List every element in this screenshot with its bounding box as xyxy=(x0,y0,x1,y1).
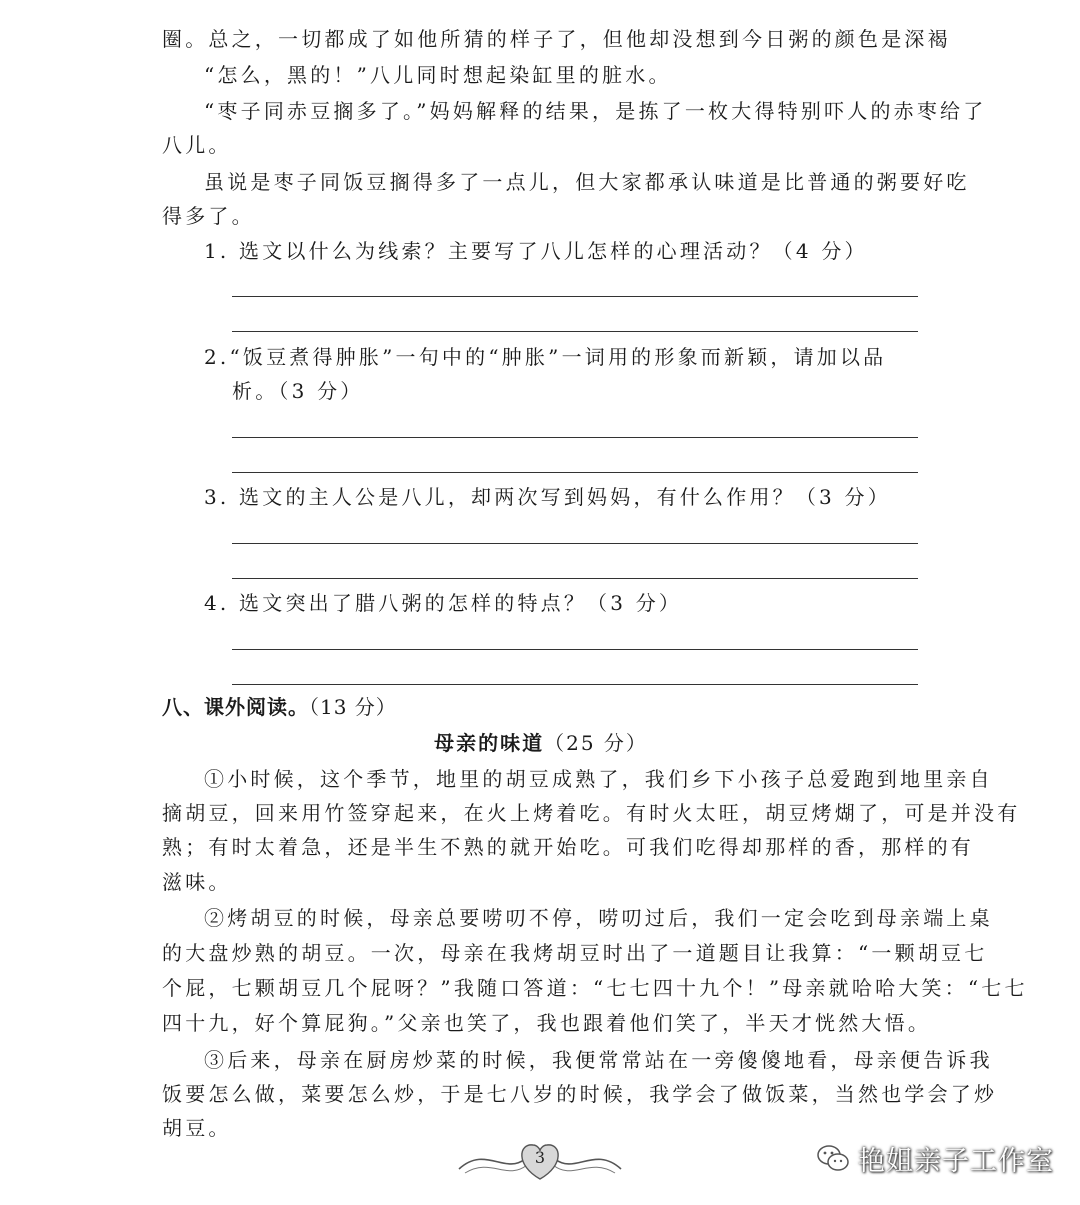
answer-line[interactable] xyxy=(232,331,918,332)
page-number: 3 xyxy=(534,1148,546,1167)
answer-line[interactable] xyxy=(232,296,918,297)
question-1: 1. 选文以什么为线索？主要写了八儿怎样的心理活动？（4 分） xyxy=(204,239,868,263)
answer-line[interactable] xyxy=(232,649,918,650)
watermark-text: 艳姐亲子工作室 xyxy=(858,1145,1054,1177)
article-line: 四十九，好个算屁狗。”父亲也笑了，我也跟着他们笑了，半天才恍然大悟。 xyxy=(162,1011,932,1035)
wechat-icon xyxy=(816,1143,850,1173)
article-line: ②烤胡豆的时候，母亲总要唠叨不停，唠叨过后，我们一定会吃到母亲端上桌 xyxy=(204,906,993,930)
article-title-text: 母亲的味道 xyxy=(434,731,545,755)
question-4: 4. 选文突出了腊八粥的怎样的特点？（3 分） xyxy=(204,591,683,615)
answer-line[interactable] xyxy=(232,578,918,579)
article-line: 胡豆。 xyxy=(162,1116,232,1140)
passage-line: 八儿。 xyxy=(162,133,232,157)
question-3: 3. 选文的主人公是八儿，却两次写到妈妈，有什么作用？（3 分） xyxy=(204,485,891,509)
passage-line: “怎么，黑的！”八儿同时想起染缸里的脏水。 xyxy=(204,63,672,87)
article-line: 个屁，七颗胡豆几个屁呀？”我随口答道：“七七四十九个！”母亲就哈哈大笑：“七七 xyxy=(162,976,1028,1000)
answer-line[interactable] xyxy=(232,437,918,438)
answer-line[interactable] xyxy=(232,472,918,473)
question-2-continued: 析。（3 分） xyxy=(232,379,364,403)
passage-line: “枣子同赤豆搁多了。”妈妈解释的结果，是拣了一枚大得特别吓人的赤枣给了 xyxy=(204,99,987,123)
article-line: 的大盘炒熟的胡豆。一次，母亲在我烤胡豆时出了一道题目让我算：“一颗胡豆七 xyxy=(162,941,988,965)
passage-line: 得多了。 xyxy=(162,204,255,228)
article-line: 饭要怎么做，菜要怎么炒，于是七八岁的时候，我学会了做饭菜，当然也学会了炒 xyxy=(162,1082,998,1106)
passage-line: 圈。总之，一切都成了如他所猜的样子了，但他却没想到今日粥的颜色是深褐 xyxy=(162,27,951,51)
article-line: ①小时候，这个季节，地里的胡豆成熟了，我们乡下小孩子总爱跑到地里亲自 xyxy=(204,767,993,791)
question-2: 2.“饭豆煮得肿胀”一句中的“肿胀”一词用的形象而新颖，请加以品 xyxy=(204,345,887,369)
answer-line[interactable] xyxy=(232,543,918,544)
answer-line[interactable] xyxy=(232,684,918,685)
article-line: 熟；有时太着急，还是半生不熟的就开始吃。可我们吃得却那样的香，那样的有 xyxy=(162,835,974,859)
passage-line: 虽说是枣子同饭豆搁得多了一点儿，但大家都承认味道是比普通的粥要好吃 xyxy=(204,170,970,194)
watermark xyxy=(816,1140,1054,1176)
article-line: ③后来，母亲在厨房炒菜的时候，我便常常站在一旁傻傻地看，母亲便告诉我 xyxy=(204,1048,993,1072)
article-line: 滋味。 xyxy=(162,870,232,894)
section-heading xyxy=(162,690,920,724)
article-line: 摘胡豆，回来用竹签穿起来，在火上烤着吃。有时火太旺，胡豆烤煳了，可是并没有 xyxy=(162,801,1021,825)
article-title xyxy=(162,726,920,760)
section-points: （13 分） xyxy=(309,695,397,719)
article-points: （25 分） xyxy=(544,731,648,755)
section-title: 八、课外阅读。 xyxy=(162,695,309,719)
